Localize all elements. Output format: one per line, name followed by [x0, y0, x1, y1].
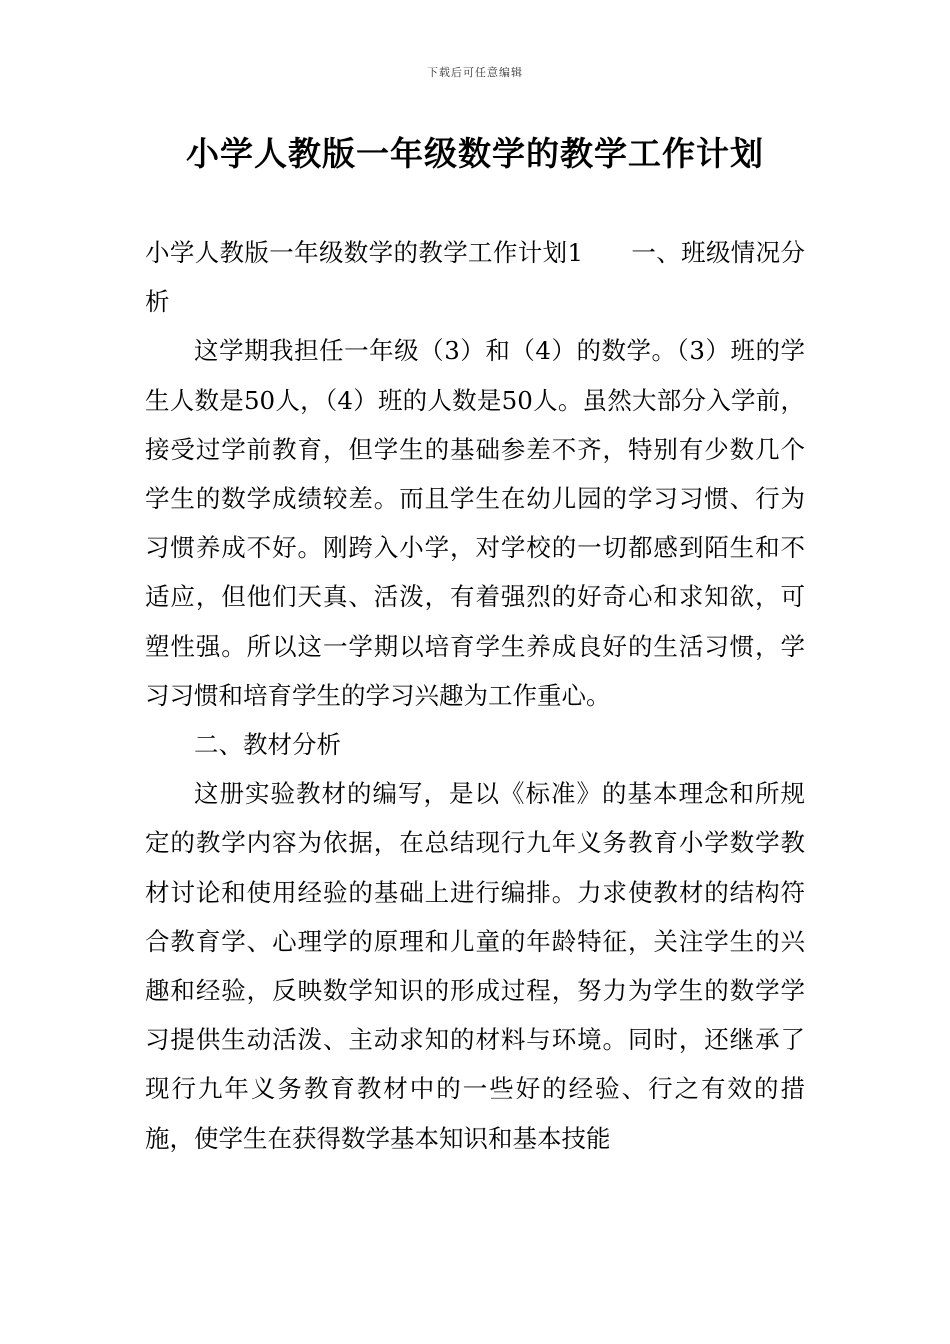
section-heading: 小学人教版一年级数学的教学工作计划1: [145, 238, 584, 267]
document-body: [145, 228, 805, 1163]
header-note: 下载后可任意编辑: [427, 66, 523, 79]
section-intro: [145, 228, 805, 326]
paragraph-textbook-analysis: 这册实验教材的编写，是以《标准》的基本理念和所规定的教学内容为依据，在总结现行九年义务教育小学数学教材讨论和使用经验的基础上进行编排。力求使教材的结构符合教育学、心理学的原理和儿童的年龄特征，关注学生的兴趣和经验，反映数学知识的形成过程，努力为学生的数学学习提供生动活泼、主动求知的材料与环境。同时，还继承了现行九年义务教育教材中的一些好的经验、行之有效的措施，使学生在获得数学基本知识和基本技能: [145, 779, 805, 1153]
subsection-heading-2: 二、教材分析: [194, 730, 341, 760]
document-title: 小学人教版一年级数学的教学工作计划: [186, 134, 764, 173]
subsection-heading-1: 一、班级情况分析: [145, 238, 805, 317]
paragraph-class-analysis: 这学期我担任一年级（3）和（4）的数学。（3）班的学生人数是50人，（4）班的人数是50人。虽然大部分入学前，接受过学前教育，但学生的基础参差不齐，特别有少数几个学生的数学成绩较差。而且学生在幼儿园的学习习惯、行为习惯养成不好。刚跨入小学，对学校的一切都感到陌生和不适应，但他们天真、活泼，有着强烈的好奇心和求知欲，可塑性强。所以这一学期以培育学生养成良好的生活习惯，学习习惯和培育学生的学习兴趣为工作重心。: [145, 336, 805, 710]
